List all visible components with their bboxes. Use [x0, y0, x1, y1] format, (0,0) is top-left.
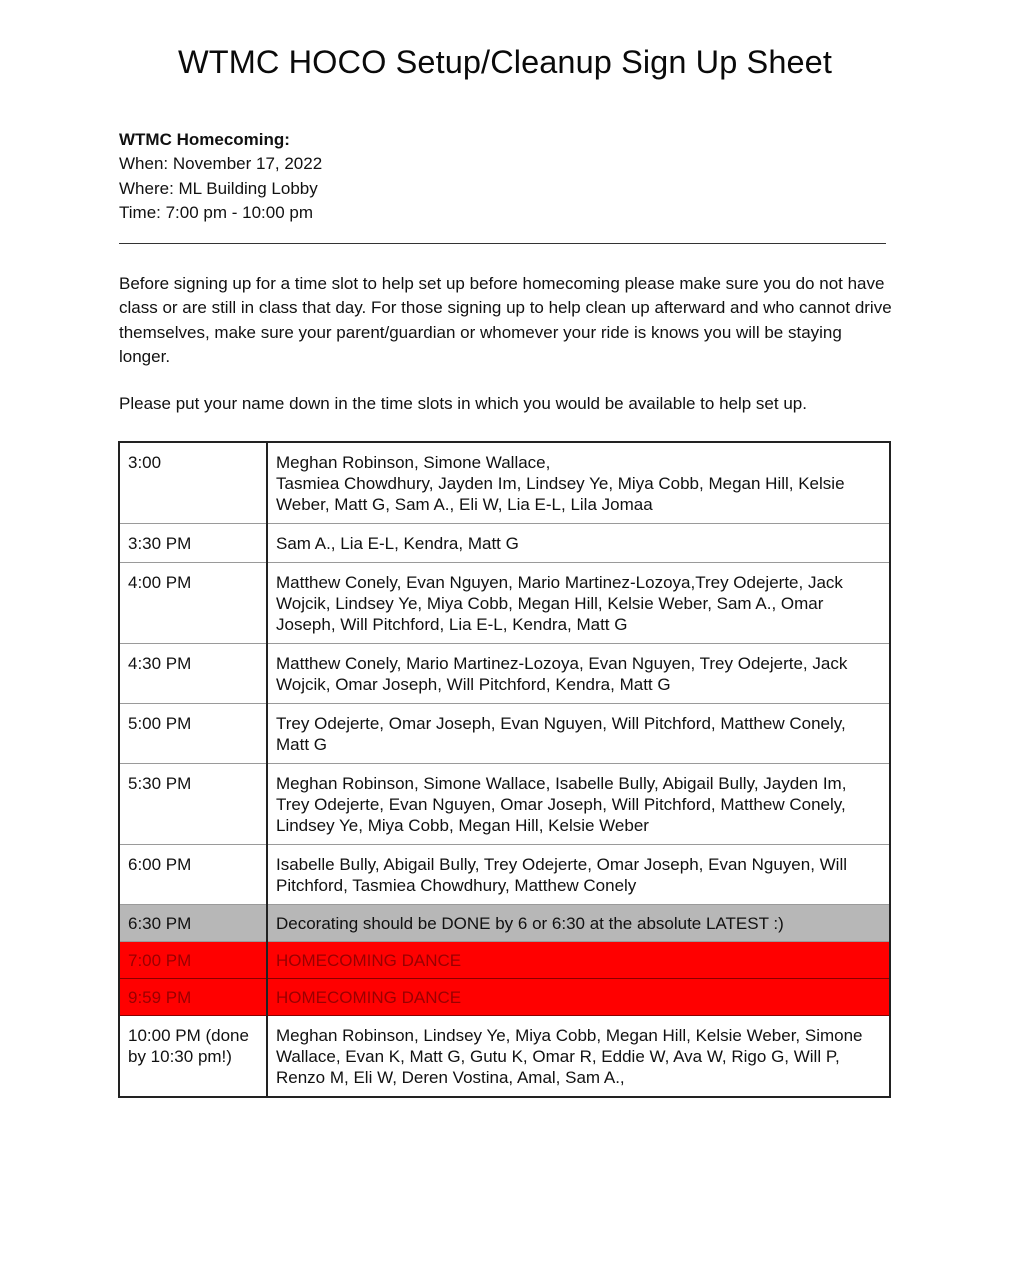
table-row [119, 764, 890, 845]
event-location: Where: ML Building Lobby [119, 178, 318, 198]
volunteer-names[interactable]: Matthew Conely, Mario Martinez-Lozoya, Evan Nguyen, Trey Odejerte, Jack Wojcik, Omar Joseph, Will Pitchford, Kendra, Matt G [267, 644, 890, 704]
horizontal-divider [119, 243, 886, 244]
event-date: When: November 17, 2022 [119, 154, 323, 174]
time-slot: 3:30 PM [119, 524, 267, 563]
instructions-paragraph: Before signing up for a time slot to help set up before homecoming please make sure you do not have class or are still in class that day. For those signing up to help clean up afterward and who cannot drive themselves, make sure your parent/guardian or whomever your ride is knows you will be staying longer. [119, 274, 892, 366]
deadline-note: Decorating should be DONE by 6 or 6:30 at the absolute LATEST :) [267, 905, 890, 942]
volunteer-names[interactable]: Meghan Robinson, Simone Wallace, Isabelle Bully, Abigail Bully, Jayden Im, Trey Odejerte, Evan Nguyen, Omar Joseph, Will Pitchford, Matthew Conely, Lindsey Ye, Miya Cobb, Megan Hill, Kelsie Weber [267, 764, 890, 845]
dance-row [119, 942, 890, 979]
signup-prompt: Please put your name down in the time slots in which you would be available to help set up. [119, 394, 807, 413]
event-heading: WTMC Homecoming: [119, 130, 290, 149]
dance-label: HOMECOMING DANCE [267, 979, 890, 1016]
volunteer-names[interactable]: Isabelle Bully, Abigail Bully, Trey Odejerte, Omar Joseph, Evan Nguyen, Will Pitchford, Tasmiea Chowdhury, Matthew Conely [267, 845, 890, 905]
table-row [119, 845, 890, 905]
table-row [119, 644, 890, 704]
table-row [119, 442, 890, 524]
time-slot: 9:59 PM [119, 979, 267, 1016]
volunteer-names[interactable]: Matthew Conely, Evan Nguyen, Mario Martinez-Lozoya,Trey Odejerte, Jack Wojcik, Lindsey Ye, Miya Cobb, Megan Hill, Kelsie Weber, Sam A., Omar Joseph, Will Pitchford, Lia E-L, Kendra, Matt G [267, 563, 890, 644]
event-info [119, 128, 322, 225]
table-row [119, 524, 890, 563]
time-slot: 10:00 PM (done by 10:30 pm!) [119, 1016, 267, 1098]
dance-row [119, 979, 890, 1016]
document-title: WTMC HOCO Setup/Cleanup Sign Up Sheet [178, 44, 832, 80]
deadline-note-row [119, 905, 890, 942]
volunteer-names[interactable] [267, 442, 890, 524]
time-slot: 4:00 PM [119, 563, 267, 644]
time-slot: 6:00 PM [119, 845, 267, 905]
event-time: Time: 7:00 pm - 10:00 pm [119, 202, 314, 222]
volunteer-names[interactable]: Meghan Robinson, Lindsey Ye, Miya Cobb, Megan Hill, Kelsie Weber, Simone Wallace, Evan K, Matt G, Gutu K, Omar R, Eddie W, Ava W, Rigo G, Will P, Renzo M, Eli W, Deren Vostina, Amal, Sam A., [267, 1016, 890, 1098]
volunteer-names[interactable]: Trey Odejerte, Omar Joseph, Evan Nguyen, Will Pitchford, Matthew Conely, Matt G [267, 704, 890, 764]
table-row [119, 563, 890, 644]
volunteer-names-cont: Tasmiea Chowdhury, Jayden Im, Lindsey Ye, Miya Cobb, Megan Hill, Kelsie Weber, Matt G, Sam A., Eli W, Lia E-L, Lila Jomaa [276, 474, 845, 514]
time-slot: 6:30 PM [119, 905, 267, 942]
time-slot: 7:00 PM [119, 942, 267, 979]
time-slot: 4:30 PM [119, 644, 267, 704]
dance-label: HOMECOMING DANCE [267, 942, 890, 979]
time-slot: 5:00 PM [119, 704, 267, 764]
table-row [119, 704, 890, 764]
volunteer-names-line: Meghan Robinson, Simone Wallace, [276, 453, 551, 472]
time-slot: 3:00 [119, 442, 267, 524]
signup-table [118, 441, 891, 1098]
volunteer-names[interactable]: Sam A., Lia E-L, Kendra, Matt G [267, 524, 890, 563]
table-row [119, 1016, 890, 1098]
time-slot: 5:30 PM [119, 764, 267, 845]
